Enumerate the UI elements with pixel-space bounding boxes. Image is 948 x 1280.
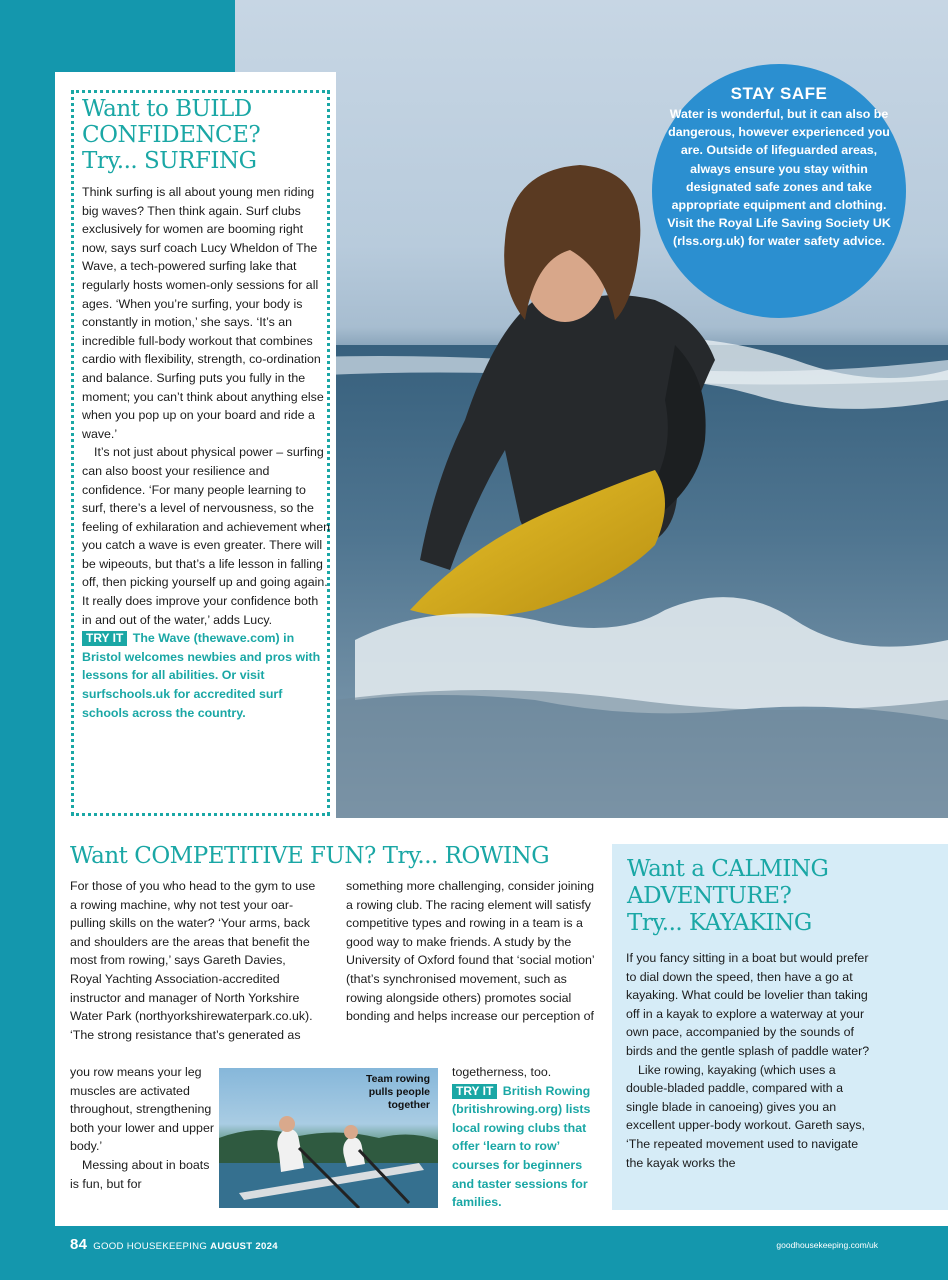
surfing-section <box>55 72 336 818</box>
rowing-col2-continued: togetherness, too. <box>452 1065 552 1079</box>
surfing-try-it <box>82 629 330 722</box>
rower-2-head <box>344 1125 358 1139</box>
kayaking-paragraph-2: Like rowing, kayaking (which uses a double-bladed paddle, compared with a single blade in canoeing) gives you an excellent upper-body workout. Gareth says, ‘The repeated movement used to navigate the kayak works the <box>626 1062 865 1170</box>
kayaking-section <box>612 844 948 1210</box>
rowing-try-it-text: British Rowing (britishrowing.org) lists local rowing clubs that offer ‘learn to row’ courses for beginners and taster sessions for families. <box>452 1083 591 1210</box>
surfing-paragraph-1: Think surfing is all about young men riding big waves? Then think again. Surf clubs exclusively for women are booming right now, says surf coach Lucy Wheldon of The Wave, a tech-powered surfing lake that regularly hosts women-only sessions for all ages. ‘When you’re surfing, your body is constantly in motion,’ she says. ‘It’s an incredible full-body workout that combines cardio with flexibility, strength, co-ordination and balance. Surfing puts you fully in the moment; you can’t think about anything else when you pop up on your board and ride a wave.’ <box>82 185 324 441</box>
teal-frame-left <box>0 0 55 1280</box>
stay-safe-title: STAY SAFE <box>730 84 828 103</box>
kayaking-body <box>626 949 878 1172</box>
rower-1-head <box>279 1116 295 1132</box>
issue-date: AUGUST 2024 <box>210 1241 278 1252</box>
try-it-label: TRY IT <box>452 1084 497 1099</box>
try-it-label: TRY IT <box>82 631 127 646</box>
surfing-body <box>82 183 330 722</box>
rowing-photo-caption: Team rowing pulls people together <box>366 1073 430 1111</box>
footer-folio <box>70 1236 278 1253</box>
surfing-headline: Want to BUILD CONFIDENCE? Try... SURFING <box>82 96 261 174</box>
rowing-column-1-bottom <box>70 1063 215 1193</box>
kayaking-headline: Want a CALMING ADVENTURE? Try... KAYAKING <box>627 856 829 936</box>
surfing-paragraph-2: It’s not just about physical power – surfing can also boost your resilience and confidence. ‘For many people learning to surf, there’s a level of nervousness, so the feeling of exhilaration and achievement when you catch a wave is even greater. There will be wipeouts, but that’s a life lesson in falling off, then picking yourself up and going again. It really does improve your confidence both in and out of the water,’ adds Lucy. <box>82 445 330 627</box>
magazine-name: GOOD HOUSEKEEPING <box>93 1241 208 1252</box>
page-number: 84 <box>70 1236 88 1253</box>
rowing-column-1-top: For those of you who head to the gym to use a rowing machine, why not test your oar-pulling skills on the water? ‘Your arms, back and shoulders are the areas that benefit the most from rowing,’ says Gareth Davies, Royal Yachting Association-accredited instructor and manager of North Yorkshire Water Park (northyorkshirewaterpark.co.uk). ‘The strong resistance that’s generated as <box>70 879 316 1042</box>
shallow-water <box>335 690 948 818</box>
rowing-col1-paragraph-2: Messing about in boats is fun, but for <box>70 1157 210 1191</box>
kayaking-paragraph-1: If you fancy sitting in a boat but would prefer to dial down the speed, then have a go at kayaking. What could be lovelier than taking off in a kayak to explore a waterway at your own pace, accompanied by the sounds of birds and the gentle splash of paddle water? <box>626 951 870 1058</box>
footer-bar <box>0 1226 948 1280</box>
rowing-photo <box>219 1068 438 1208</box>
rowing-column-2-top: something more challenging, consider joining a rowing club. The racing element will satisfy competitive types and rowing in a team is a good way to make friends. A study by the University of Oxford found that ‘social motion’ (that’s synchronised movement, such as rowing alongside others) promotes social bonding and helps increase our perception of <box>346 879 595 1024</box>
rowing-try-it <box>452 1082 604 1212</box>
stay-safe-badge <box>652 64 906 318</box>
footer-url: goodhousekeeping.com/uk <box>776 1240 878 1250</box>
tree-line <box>219 1130 438 1168</box>
stay-safe-body: Water is wonderful, but it can also be dangerous, however experienced you are. Outside of lifeguarded areas, always ensure you stay within designated safe zones and take appropriate equipment and clothing. Visit the Royal Life Saving Society UK (rlss.org.uk) for water safety advice. <box>667 107 891 249</box>
rowing-col1-continued: you row means your leg muscles are activated throughout, strengthening both your lower and upper body.’ <box>70 1065 214 1154</box>
surfing-try-it-text: The Wave (thewave.com) in Bristol welcomes newbies and pros with lessons for all abilities. Or visit surfschools.uk for accredited surf schools across the country. <box>82 631 321 720</box>
rowing-column-2-bottom <box>452 1063 604 1212</box>
rowing-headline: Want COMPETITIVE FUN? Try... ROWING <box>70 843 550 869</box>
